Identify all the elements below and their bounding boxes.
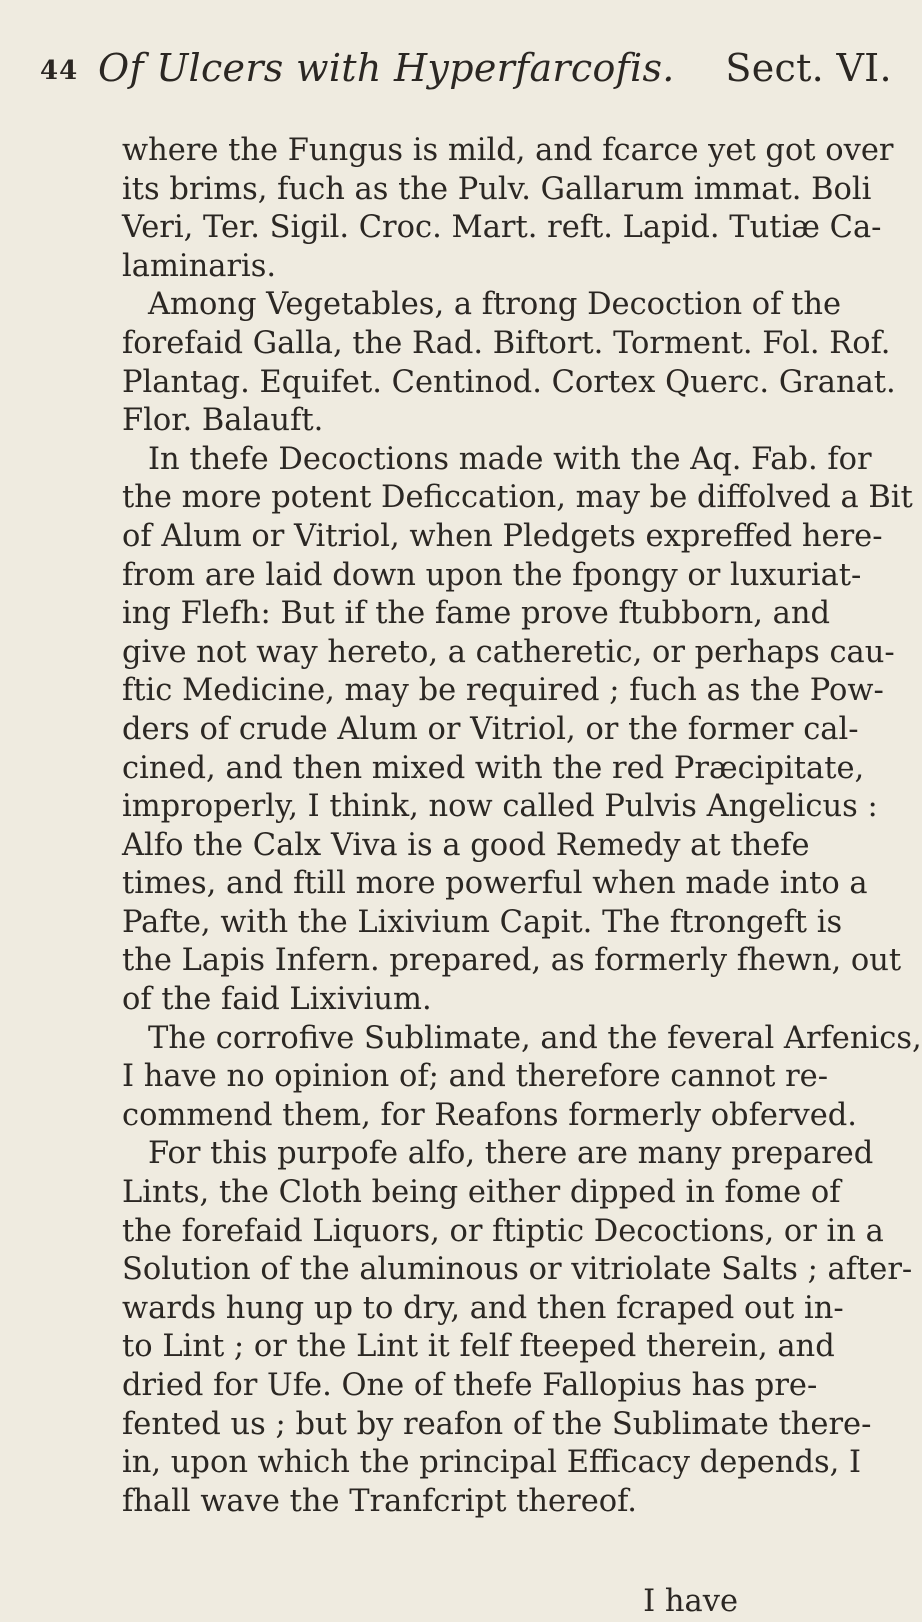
text-line: cined, and then mixed with the red Præcipitate, bbox=[122, 750, 865, 786]
text-line: commend them, for Reafons formerly obferved. bbox=[122, 1097, 857, 1133]
text-line: ing Flefh: But if the fame prove ftubborn, and bbox=[122, 596, 831, 632]
text-line: to Lint ; or the Lint it felf fteeped therein, and bbox=[122, 1329, 835, 1365]
running-title: Of Ulcers with Hyperfarcofis. bbox=[98, 46, 675, 90]
text-line: I have no opinion of; and therefore cannot re- bbox=[122, 1059, 829, 1095]
text-line: Lints, the Cloth being either dipped in fome of bbox=[122, 1175, 841, 1211]
text-line: Pafte, with the Lixivium Capit. The ftrongeft is bbox=[122, 904, 843, 940]
text-line: Solution of the aluminous or vitriolate Salts ; after- bbox=[122, 1252, 913, 1288]
text-line: give not way hereto, a catheretic, or perhaps cau- bbox=[122, 634, 895, 670]
text-line: laminaris. bbox=[122, 248, 277, 284]
text-line: fhall wave the Tranfcript thereof. bbox=[122, 1483, 638, 1519]
text-line: ftic Medicine, may be required ; fuch as the Pow- bbox=[122, 673, 884, 709]
text-line: forefaid Galla, the Rad. Biftort. Torment. Fol. Rof. bbox=[122, 325, 891, 361]
text-line: For this purpofe alfo, there are many prepared bbox=[148, 1136, 874, 1172]
text-line: ders of crude Alum or Vitriol, or the former cal- bbox=[122, 711, 859, 747]
text-line: where the Fungus is mild, and fcarce yet got over bbox=[122, 133, 894, 168]
text-line: of Alum or Vitriol, when Pledgets expreffed here- bbox=[122, 518, 883, 554]
text-line: In thefe Decoctions made with the Aq. Fab. for bbox=[148, 441, 872, 477]
text-line: in, upon which the principal Efficacy depends, I bbox=[122, 1445, 862, 1481]
text-line: the more potent Deficcation, may be diffolved a Bit bbox=[122, 480, 913, 516]
catchword: I have bbox=[643, 1584, 738, 1620]
text-line: the forefaid Liquors, or ftiptic Decoctions, or in a bbox=[122, 1213, 884, 1249]
text-line: fented us ; but by reafon of the Sublimate there- bbox=[122, 1406, 872, 1442]
text-line: Flor. Balauft. bbox=[122, 403, 324, 439]
text-line: of the faid Lixivium. bbox=[122, 982, 432, 1018]
body-text bbox=[122, 132, 922, 1622]
running-head bbox=[98, 46, 892, 90]
text-line: the Lapis Infern. prepared, as formerly fhewn, out bbox=[122, 943, 902, 979]
text-line: Veri, Ter. Sigil. Croc. Mart. reft. Lapid. Tutiæ Ca- bbox=[122, 210, 882, 246]
page-number: 44 bbox=[40, 56, 79, 86]
section-label: Sect. VI. bbox=[725, 46, 892, 90]
text-line: The corrofive Sublimate, and the feveral Arfenics, bbox=[148, 1020, 922, 1056]
text-line: Plantag. Equifet. Centinod. Cortex Querc. Granat. bbox=[122, 364, 896, 400]
text-line: its brims, fuch as the Pulv. Gallarum immat. Boli bbox=[122, 171, 872, 207]
text-line: wards hung up to dry, and then fcraped out in- bbox=[122, 1290, 844, 1326]
text-line: Among Vegetables, a ftrong Decoction of the bbox=[148, 287, 842, 323]
text-line: Alfo the Calx Viva is a good Remedy at thefe bbox=[122, 827, 810, 863]
text-line: improperly, I think, now called Pulvis Angelicus : bbox=[122, 789, 878, 825]
text-line: times, and ftill more powerful when made into a bbox=[122, 866, 868, 902]
text-line: dried for Ufe. One of thefe Fallopius has pre- bbox=[122, 1368, 818, 1403]
text-line: from are laid down upon the fpongy or luxuriat- bbox=[122, 557, 862, 593]
